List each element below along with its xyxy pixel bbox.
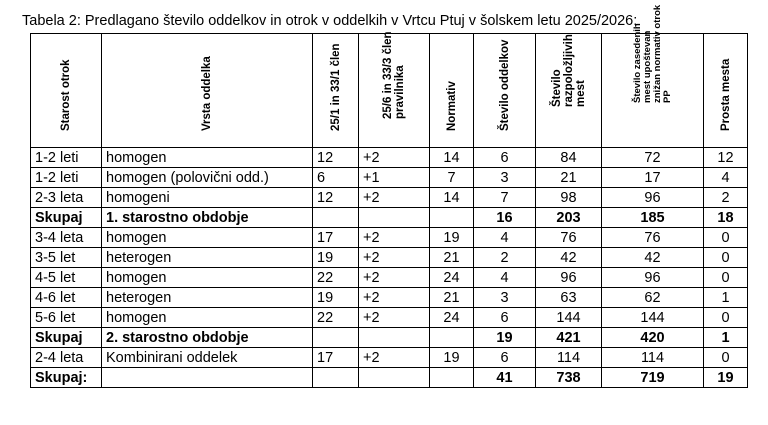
table-row — [31, 188, 748, 208]
header-num-depts: Število oddelkov — [474, 34, 536, 148]
table-row — [31, 248, 748, 268]
cell-c1: 6 — [313, 168, 359, 188]
cell-c1: 12 — [313, 148, 359, 168]
cell-free: 4 — [704, 168, 748, 188]
cell-type: heterogen — [102, 248, 313, 268]
cell-avail: 738 — [536, 368, 602, 388]
cell-avail: 76 — [536, 228, 602, 248]
cell-c1: 19 — [313, 248, 359, 268]
table-row — [31, 328, 748, 348]
cell-free: 0 — [704, 228, 748, 248]
table-row — [31, 368, 748, 388]
cell-avail: 21 — [536, 168, 602, 188]
cell-c2: +2 — [359, 288, 430, 308]
table-caption: Tabela 2: Predlagano število oddelkov in otrok v oddelkih v Vrtcu Ptuj v šolskem letu 2025/2026: — [22, 13, 638, 29]
table-row — [31, 208, 748, 228]
cell-occ: 62 — [602, 288, 704, 308]
header-type: Vrsta oddelka — [102, 34, 313, 148]
table-row — [31, 168, 748, 188]
cell-type: Kombinirani oddelek — [102, 348, 313, 368]
table-row — [31, 288, 748, 308]
cell-c1: 22 — [313, 308, 359, 328]
cell-c2 — [359, 328, 430, 348]
cell-occ: 420 — [602, 328, 704, 348]
cell-age: Skupaj — [31, 208, 102, 228]
cell-avail: 98 — [536, 188, 602, 208]
cell-norm: 24 — [430, 268, 474, 288]
cell-depts: 6 — [474, 348, 536, 368]
cell-depts: 2 — [474, 248, 536, 268]
cell-occ: 17 — [602, 168, 704, 188]
cell-type: homogeni — [102, 188, 313, 208]
cell-norm — [430, 368, 474, 388]
cell-norm: 24 — [430, 308, 474, 328]
cell-c1: 17 — [313, 228, 359, 248]
cell-norm — [430, 328, 474, 348]
cell-c2: +2 — [359, 228, 430, 248]
header-avail: Število razpoložljivih mest — [536, 34, 602, 148]
cell-c2: +1 — [359, 168, 430, 188]
cell-free: 0 — [704, 308, 748, 328]
cell-free: 1 — [704, 328, 748, 348]
cell-depts: 3 — [474, 288, 536, 308]
cell-occ: 719 — [602, 368, 704, 388]
cell-depts: 4 — [474, 268, 536, 288]
cell-type: homogen (polovični odd.) — [102, 168, 313, 188]
cell-c2: +2 — [359, 268, 430, 288]
header-reduced: Število zasedenih mest upoštevan znižan normativ otrok PP — [602, 34, 704, 148]
cell-age: Skupaj: — [31, 368, 102, 388]
header-row — [31, 34, 748, 148]
table-row — [31, 308, 748, 328]
cell-depts: 7 — [474, 188, 536, 208]
cell-occ: 76 — [602, 228, 704, 248]
cell-norm: 14 — [430, 148, 474, 168]
cell-c1 — [313, 328, 359, 348]
cell-depts: 16 — [474, 208, 536, 228]
cell-occ: 96 — [602, 268, 704, 288]
table-row — [31, 348, 748, 368]
cell-c1: 19 — [313, 288, 359, 308]
cell-occ: 42 — [602, 248, 704, 268]
cell-c2: +2 — [359, 248, 430, 268]
cell-age: 1-2 leti — [31, 168, 102, 188]
cell-age: 4-6 let — [31, 288, 102, 308]
cell-type: homogen — [102, 148, 313, 168]
cell-avail: 203 — [536, 208, 602, 228]
cell-free: 12 — [704, 148, 748, 168]
cell-occ: 96 — [602, 188, 704, 208]
cell-avail: 42 — [536, 248, 602, 268]
cell-age: 2-3 leta — [31, 188, 102, 208]
cell-c1: 22 — [313, 268, 359, 288]
cell-type: 2. starostno obdobje — [102, 328, 313, 348]
cell-depts: 4 — [474, 228, 536, 248]
table-row — [31, 148, 748, 168]
header-25-6: 25/6 in 33/3 člen pravilnika — [359, 34, 430, 148]
cell-occ: 72 — [602, 148, 704, 168]
cell-type: homogen — [102, 268, 313, 288]
cell-depts: 19 — [474, 328, 536, 348]
cell-occ: 144 — [602, 308, 704, 328]
cell-type: homogen — [102, 228, 313, 248]
cell-type: heterogen — [102, 288, 313, 308]
cell-age: 2-4 leta — [31, 348, 102, 368]
cell-type: homogen — [102, 308, 313, 328]
cell-type — [102, 368, 313, 388]
cell-norm — [430, 208, 474, 228]
cell-c1: 12 — [313, 188, 359, 208]
cell-c2: +2 — [359, 148, 430, 168]
cell-norm: 19 — [430, 348, 474, 368]
cell-avail: 84 — [536, 148, 602, 168]
cell-age: 5-6 let — [31, 308, 102, 328]
cell-free: 0 — [704, 348, 748, 368]
cell-norm: 19 — [430, 228, 474, 248]
cell-free: 1 — [704, 288, 748, 308]
header-25-1: 25/1 in 33/1 člen — [313, 34, 359, 148]
cell-depts: 6 — [474, 308, 536, 328]
header-age: Starost otrok — [31, 34, 102, 148]
cell-free: 2 — [704, 188, 748, 208]
table-row — [31, 228, 748, 248]
cell-avail: 63 — [536, 288, 602, 308]
cell-avail: 421 — [536, 328, 602, 348]
cell-c1: 17 — [313, 348, 359, 368]
cell-c2: +2 — [359, 348, 430, 368]
cell-c2: +2 — [359, 188, 430, 208]
cell-free: 18 — [704, 208, 748, 228]
cell-age: 1-2 leti — [31, 148, 102, 168]
cell-c2: +2 — [359, 308, 430, 328]
cell-avail: 144 — [536, 308, 602, 328]
cell-c2 — [359, 208, 430, 228]
header-free: Prosta mesta — [704, 34, 748, 148]
cell-free: 0 — [704, 268, 748, 288]
cell-norm: 7 — [430, 168, 474, 188]
cell-depts: 41 — [474, 368, 536, 388]
cell-age: 3-4 leta — [31, 228, 102, 248]
table-row — [31, 268, 748, 288]
cell-avail: 114 — [536, 348, 602, 368]
header-normativ: Normativ — [430, 34, 474, 148]
cell-depts: 3 — [474, 168, 536, 188]
cell-depts: 6 — [474, 148, 536, 168]
cell-c2 — [359, 368, 430, 388]
cell-avail: 96 — [536, 268, 602, 288]
cell-age: 3-5 let — [31, 248, 102, 268]
cell-free: 19 — [704, 368, 748, 388]
cell-age: 4-5 let — [31, 268, 102, 288]
cell-occ: 185 — [602, 208, 704, 228]
cell-norm: 21 — [430, 248, 474, 268]
cell-age: Skupaj — [31, 328, 102, 348]
cell-type: 1. starostno obdobje — [102, 208, 313, 228]
cell-c1 — [313, 368, 359, 388]
cell-occ: 114 — [602, 348, 704, 368]
cell-norm: 14 — [430, 188, 474, 208]
cell-free: 0 — [704, 248, 748, 268]
cell-norm: 21 — [430, 288, 474, 308]
cell-c1 — [313, 208, 359, 228]
